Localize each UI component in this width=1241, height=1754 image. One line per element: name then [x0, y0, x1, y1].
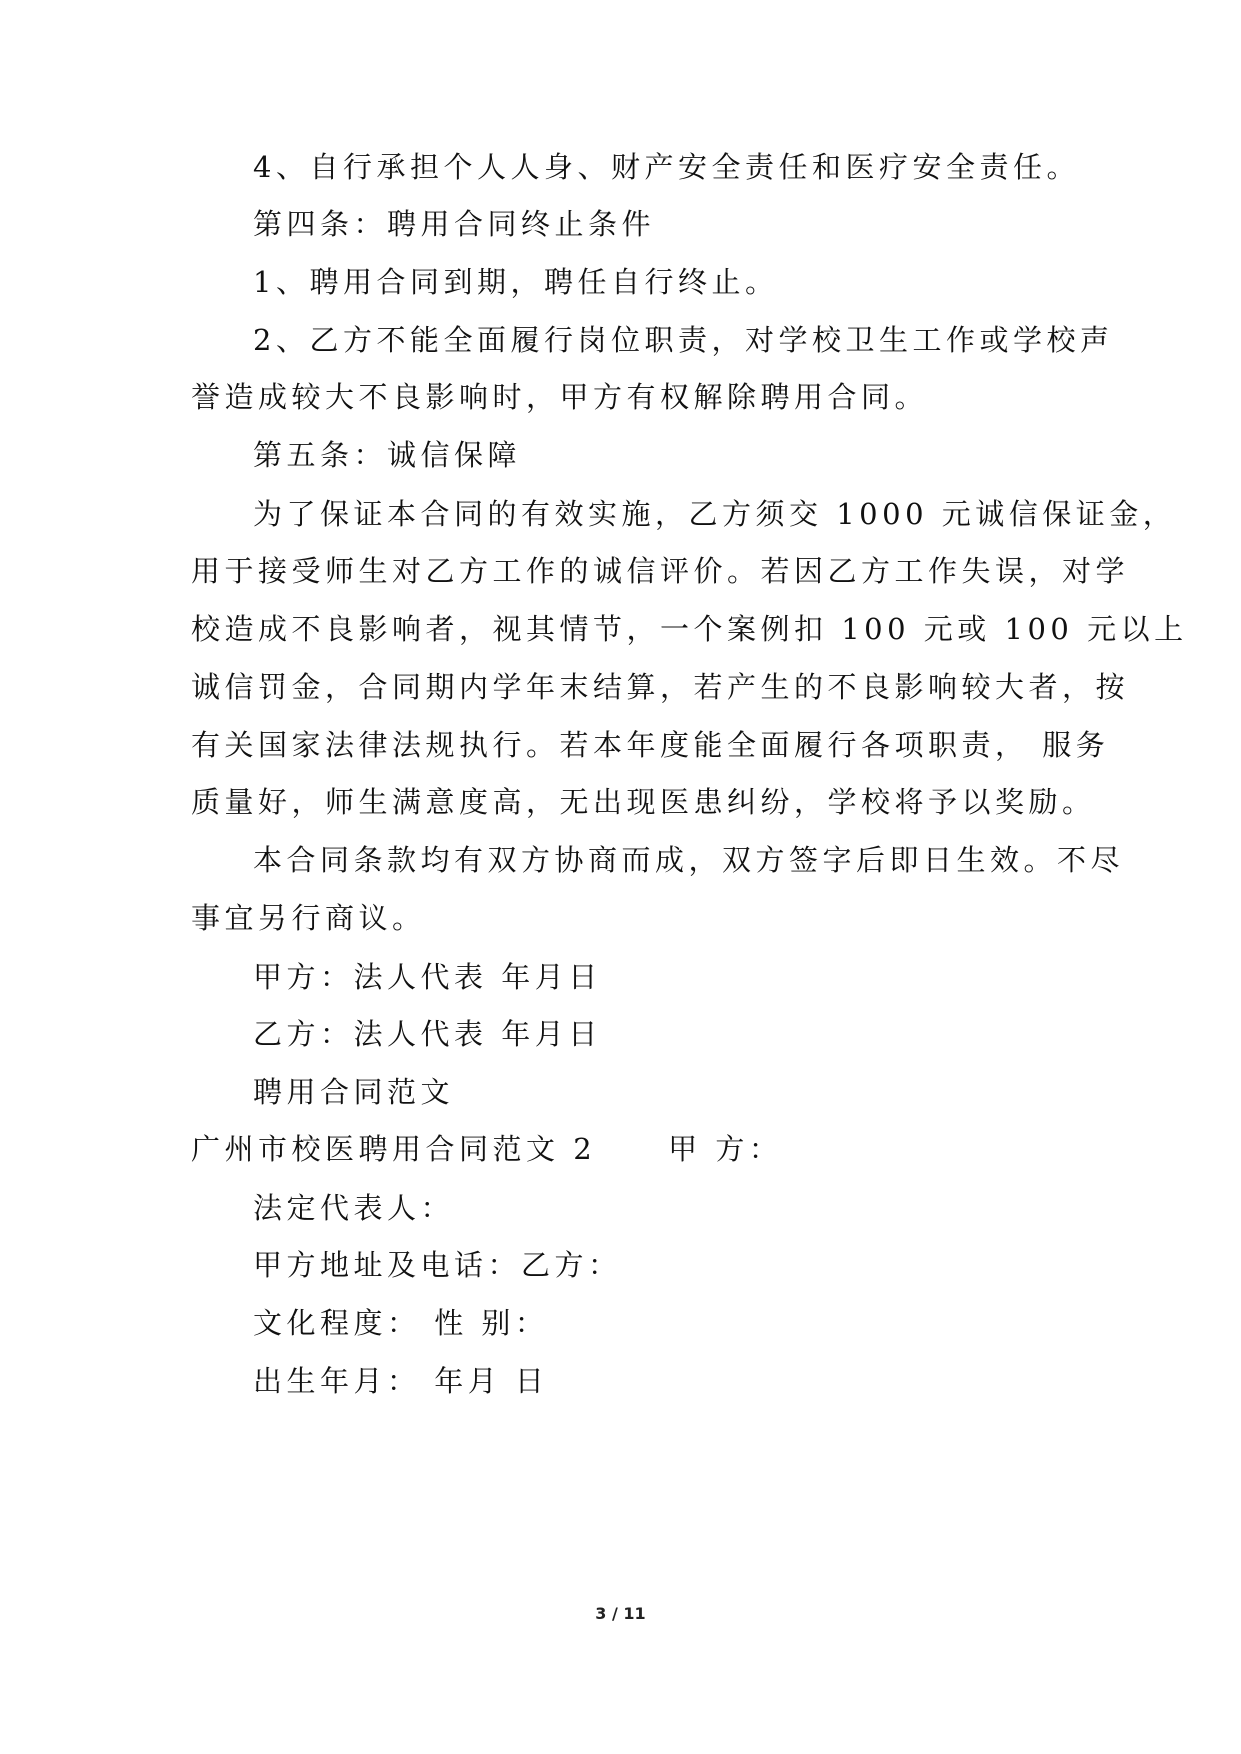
paragraph-line: 本合同条款均有双方协商而成，双方签字后即日生效。不尽: [253, 843, 1125, 877]
contract-title-line: [191, 1129, 782, 1169]
paragraph-line: 为了保证本合同的有效实施，乙方须交 1000 元诚信保证金，: [253, 497, 1177, 531]
paragraph-line: 质量好，师生满意度高，无出现医患纠纷，学校将予以奖励。: [191, 785, 1096, 819]
party-a-label: 甲 方：: [668, 1132, 783, 1166]
paragraph-line: 4、自行承担个人人身、财产安全责任和医疗安全责任。: [253, 150, 1080, 184]
paragraph-line: 用于接受师生对乙方工作的诚信评价。若因乙方工作失误，对学: [191, 554, 1130, 588]
form-field-line: 文化程度： 性 别：: [253, 1306, 549, 1340]
paragraph-line: 聘用合同范文: [253, 1075, 455, 1109]
contract-title: 广州市校医聘用合同范文 2: [191, 1132, 597, 1166]
form-field-line: 法定代表人：: [253, 1191, 455, 1225]
paragraph-line: 1、聘用合同到期，聘任自行终止。: [253, 265, 779, 299]
paragraph-line: 誉造成较大不良影响时，甲方有权解除聘用合同。: [191, 380, 929, 414]
paragraph-line: 事宜另行商议。: [191, 901, 426, 935]
form-field-line: 甲方地址及电话：乙方：: [253, 1248, 622, 1282]
signature-line: 乙方：法人代表 年月日: [253, 1017, 602, 1051]
paragraph-line: 有关国家法律法规执行。若本年度能全面履行各项职责， 服务: [191, 728, 1110, 762]
section-heading: 第四条：聘用合同终止条件: [253, 207, 656, 241]
paragraph-line: 2、乙方不能全面履行岗位职责，对学校卫生工作或学校声: [253, 323, 1114, 357]
paragraph-line: 诚信罚金，合同期内学年末结算，若产生的不良影响较大者，按: [191, 670, 1130, 704]
section-heading: 第五条：诚信保障: [253, 438, 522, 472]
page-number: 3 / 11: [595, 1604, 646, 1623]
paragraph-line: 校造成不良影响者，视其情节，一个案例扣 100 元或 100 元以上: [191, 612, 1188, 646]
form-field-line: 出生年月： 年月 日: [253, 1364, 549, 1398]
signature-line: 甲方：法人代表 年月日: [253, 960, 602, 994]
